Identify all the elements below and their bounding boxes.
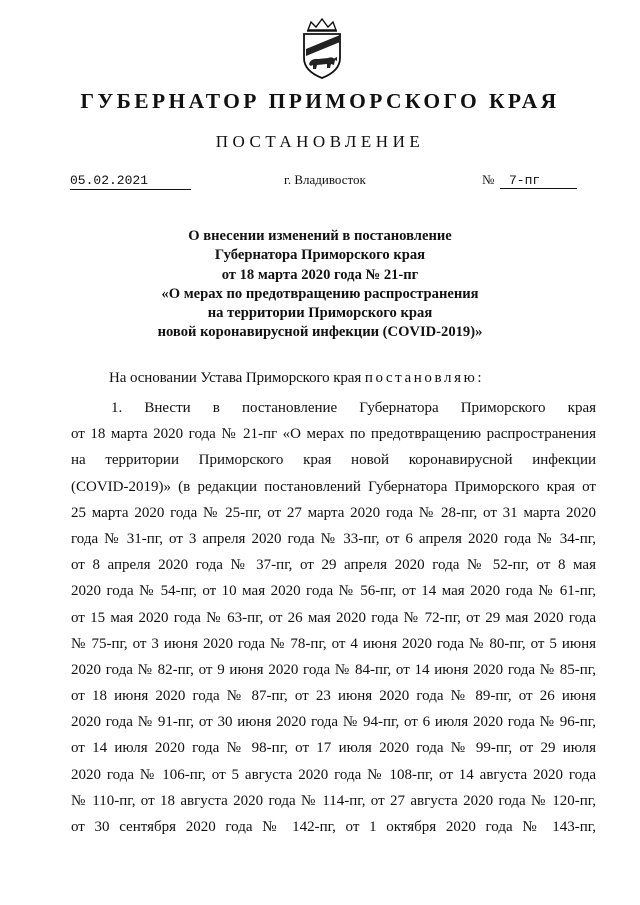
body-line: от 18 июня 2020 года № 87-пг, от 23 июня 2020 года № 89-пг, от 26 июня bbox=[71, 688, 596, 705]
basis-prefix: На основании Устава Приморского края bbox=[109, 370, 365, 386]
body-line: № 75-пг, от 3 июня 2020 года № 78-пг, от 4 июня 2020 года № 80-пг, от 5 июня bbox=[71, 635, 596, 652]
document-number: 7-пг bbox=[500, 173, 577, 189]
body-line: от 14 июля 2020 года № 98-пг, от 17 июля 2020 года № 99-пг, от 29 июля bbox=[71, 740, 596, 757]
body-line: от 8 апреля 2020 года № 37-пг, от 29 апреля 2020 года № 52-пг, от 8 мая bbox=[71, 557, 596, 574]
body-line: от 15 мая 2020 года № 63-пг, от 26 мая 2020 года № 72-пг, от 29 мая 2020 года bbox=[71, 609, 596, 626]
subject-line: на территории Приморского края bbox=[207, 305, 433, 322]
subject-line: Губернатора Приморского края bbox=[214, 247, 426, 264]
body-line: 2020 года № 106-пг, от 5 августа 2020 года № 108-пг, от 14 августа 2020 года bbox=[71, 766, 596, 783]
body-line: 2020 года № 91-пг, от 30 июня 2020 года № 94-пг, от 6 июля 2020 года № 96-пг, bbox=[71, 714, 596, 731]
body-line: 1. Внести в постановление Губернатора Приморского края bbox=[111, 400, 596, 416]
body-line: на территории Приморского края новой коронавирусной инфекции bbox=[71, 452, 596, 469]
subject-line: новой коронавирусной инфекции (COVID-2019)» bbox=[157, 324, 483, 341]
body-line: года № 31-пг, от 3 апреля 2020 года № 33-пг, от 6 апреля 2020 года № 34-пг, bbox=[71, 530, 596, 547]
coat-of-arms-icon bbox=[299, 18, 345, 80]
body-line: 25 марта 2020 года № 25-пг, от 27 марта 2020 года № 28-пг, от 31 марта 2020 bbox=[71, 504, 596, 521]
body-paragraph bbox=[71, 398, 596, 843]
basis-decree-word: постановляю bbox=[364, 370, 478, 386]
body-line: от 30 сентября 2020 года № 142-пг, от 1 октября 2020 года № 143-пг, bbox=[71, 819, 596, 835]
body-line: № 110-пг, от 18 августа 2020 года № 114-пг, от 27 августа 2020 года № 120-пг, bbox=[71, 792, 596, 809]
subject-line: от 18 марта 2020 года № 21-пг bbox=[221, 266, 419, 283]
subject-line: «О мерах по предотвращению распространения bbox=[161, 285, 479, 302]
document-city: г. Владивосток bbox=[284, 172, 366, 187]
document-subject bbox=[0, 227, 640, 343]
document-date: 05.02.2021 bbox=[70, 173, 191, 190]
issuer-title: ГУБЕРНАТОР ПРИМОРСКОГО КРАЯ bbox=[80, 89, 560, 113]
document-type: ПОСТАНОВЛЕНИЕ bbox=[215, 132, 425, 151]
body-line: 2020 года № 54-пг, от 10 мая 2020 года № 56-пг, от 14 мая 2020 года № 61-пг, bbox=[71, 583, 596, 600]
body-line: от 18 марта 2020 года № 21-пг «О мерах по предотвращению распространения bbox=[71, 426, 596, 443]
subject-line: О внесении изменений в постановление bbox=[188, 228, 452, 244]
number-sign: № bbox=[482, 172, 495, 187]
basis-paragraph bbox=[109, 370, 481, 387]
body-line: (COVID-2019)» (в редакции постановлений Губернатора Приморского края от bbox=[71, 478, 596, 495]
body-line: 2020 года № 82-пг, от 9 июня 2020 года № 84-пг, от 14 июня 2020 года № 85-пг, bbox=[71, 661, 596, 678]
basis-suffix: : bbox=[477, 370, 482, 386]
